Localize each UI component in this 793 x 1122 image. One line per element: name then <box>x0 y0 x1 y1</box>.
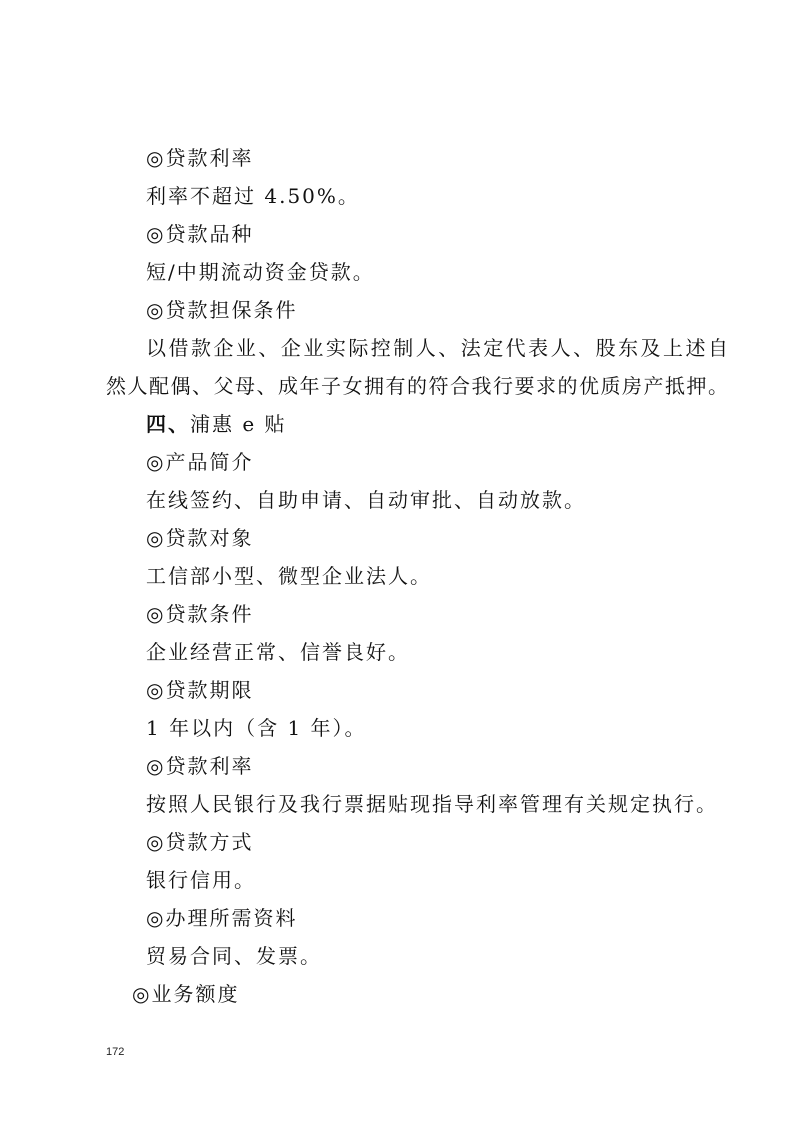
loan-term-heading: ◎贷款期限 <box>146 678 254 702</box>
product-intro-text: 在线签约、自助申请、自动审批、自动放款。 <box>146 488 586 512</box>
required-documents-heading: ◎办理所需资料 <box>146 906 298 930</box>
loan-conditions-heading: ◎贷款条件 <box>146 602 254 626</box>
section-number: 四、 <box>146 412 190 436</box>
loan-method-heading: ◎贷款方式 <box>146 830 254 854</box>
loan-target-text: 工信部小型、微型企业法人。 <box>146 564 432 588</box>
loan-guarantee-heading: ◎贷款担保条件 <box>146 298 298 322</box>
loan-guarantee-text-line-1: 以借款企业、企业实际控制人、法定代表人、股东及上述自 <box>146 336 728 360</box>
page-number: 172 <box>106 1046 125 1058</box>
business-limit-heading: ◎业务额度 <box>132 982 240 1006</box>
loan-rate-text: 利率不超过 4.50%。 <box>146 184 360 208</box>
loan-term-text: 1 年以内（含 1 年）。 <box>146 716 367 740</box>
loan-conditions-text: 企业经营正常、信誉良好。 <box>146 640 410 664</box>
loan-rate-heading-2: ◎贷款利率 <box>146 754 254 778</box>
product-intro-heading: ◎产品简介 <box>146 450 254 474</box>
loan-rate-heading: ◎贷款利率 <box>146 146 254 170</box>
required-documents-text: 贸易合同、发票。 <box>146 944 322 968</box>
loan-type-heading: ◎贷款品种 <box>146 222 254 246</box>
loan-guarantee-text-line-2: 然人配偶、父母、成年子女拥有的符合我行要求的优质房产抵押。 <box>106 374 728 398</box>
section-four-heading <box>146 410 287 438</box>
loan-type-text: 短/中期流动资金贷款。 <box>146 260 375 284</box>
loan-target-heading: ◎贷款对象 <box>146 526 254 550</box>
loan-method-text: 银行信用。 <box>146 868 256 892</box>
loan-rate-text-2: 按照人民银行及我行票据贴现指导利率管理有关规定执行。 <box>146 792 718 816</box>
section-title: 浦惠 e 贴 <box>190 412 287 436</box>
